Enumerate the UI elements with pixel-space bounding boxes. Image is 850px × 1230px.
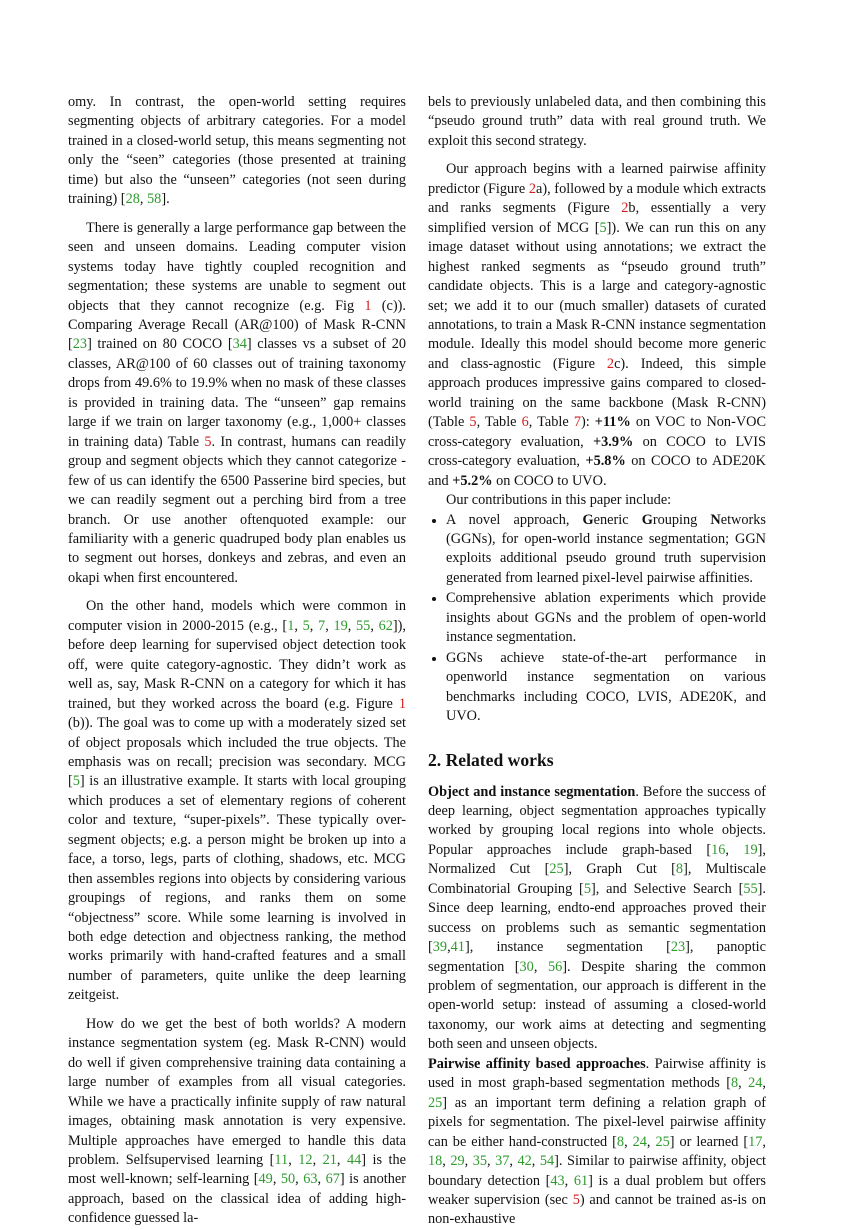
citation-link[interactable]: 55 (743, 880, 758, 897)
citation-link[interactable]: 34 (232, 336, 247, 353)
cross-reference-link[interactable]: 5 (469, 414, 477, 431)
citation-link[interactable]: 5 (599, 219, 607, 236)
bold-text: +5.8% (585, 453, 626, 470)
bold-text: +3.9% (593, 433, 634, 450)
citation-link[interactable]: 37 (495, 1153, 510, 1170)
right-paragraph-1: bels to previously unlabeled data, and then combining this “pseudo ground truth” data with real ground truth. We exploit this second strategy. (428, 94, 766, 149)
contribution-item-1: • A novel approach, Generic Grouping Networks (GGNs), for open-world instance segmentation; GGN exploits additional pseudo ground truth supervision generated from learned pixel-level pairwise affinities. (446, 511, 766, 589)
citation-link[interactable]: 42 (517, 1153, 532, 1170)
cross-reference-link[interactable]: 2 (621, 200, 629, 217)
bold-text: N (710, 511, 721, 528)
citation-link[interactable]: 28 (125, 191, 140, 208)
citation-link[interactable]: 30 (519, 958, 534, 975)
citation-link[interactable]: 5 (72, 773, 80, 790)
citation-link[interactable]: 8 (675, 861, 684, 878)
citation-link[interactable]: 50 (280, 1171, 296, 1188)
bold-text: +11% (594, 414, 631, 431)
contribution-item-2: • Comprehensive ablation experiments which provide insights about GGNs and the problem of open-world instance segmentation. (446, 589, 766, 647)
citation-link[interactable]: 16 (711, 841, 726, 858)
contribution-item-3: • GGNs achieve state-of-the-art performance in openworld instance segmentation on various benchmarks including COCO, LVIS, ADE20K, and UVO. (446, 649, 766, 727)
cross-reference-link[interactable]: 5 (572, 1192, 580, 1209)
citation-link[interactable]: 54 (539, 1153, 555, 1170)
bold-text: G (582, 511, 594, 528)
bold-text: Pairwise affinity based approaches (428, 1055, 646, 1072)
cross-reference-link[interactable]: 2 (606, 355, 615, 372)
citation-link[interactable]: 29 (450, 1153, 465, 1170)
citation-link[interactable]: 58 (147, 191, 162, 208)
citation-link[interactable]: 25 (549, 861, 564, 878)
right-column (428, 93, 766, 1230)
citation-link[interactable]: 43 (550, 1172, 565, 1189)
cross-reference-link[interactable]: 1 (398, 695, 406, 712)
left-paragraph-2: There is generally a large performance gap between the seen and unseen domains. Leading computer vision systems today have tightly coupled recognition and segmentation; these systems are unable to segment out objects that they cannot recognize (e.g. Fig 1 (c)). Comparing Average Recall (AR@100) of Mask R-CNN [23] trained on 80 COCO [34] classes vs a subset of 20 classes, AR@100 of 60 classes out of training taxonomy drops from 49.6% to 19.9% when no mask of these classes is provided in training data. The “unseen” gap remains large if we train on larger taxonomy (e.g., 1,000+ classes in training data) Table 5. In contrast, humans can readily group and segment objects which they cannot categorize - few of us can identify the 6500 Passerine bird species, but we can readily segment out a perching bird from a tree branch. Or use another oftenquoted example: our familiarity with a generic quadruped body plan enables us to segment out horses, donkeys and zebras, and even an okapi when first encountered. (68, 219, 406, 586)
cross-reference-link[interactable]: 5 (204, 433, 212, 450)
citation-link[interactable]: 41 (450, 939, 465, 956)
cross-reference-link[interactable]: 6 (521, 414, 529, 431)
section-heading-related-works: 2. Related works (428, 749, 554, 770)
citation-link[interactable]: 35 (472, 1153, 488, 1170)
citation-link[interactable]: 25 (428, 1094, 443, 1111)
related-paragraph-pairwise-affinity: Pairwise affinity based approaches. Pairwise affinity is used in most graph-based segmentation methods [8, 24, 25] as an important term defining a relation graph of pixels for segmentation. The pixel-level pairwise affinity can be either hand-constructed [8, 24, 25] or learned [17, 18, 29, 35, 37, 42, 54]. Similar to pairwise affinity, object boundary detection [43, 61] is a dual problem but offers weaker supervision (sec 5) and cannot be trained as-is on non-exhaustive (428, 1055, 767, 1228)
related-paragraph-object-segmentation: Object and instance segmentation. Before the success of deep learning, object segmentation approaches typically worked by grouping local regions into whole objects. Popular approaches include graph-based [16, 19], Normalized Cut [25], Graph Cut [8], Multiscale Combinatorial Grouping [5], and Selective Search [55]. Since deep learning, endto-end approaches proved their success on problems such as semantic segmentation [39,41], instance segmentation [23], panoptic segmentation [30, 56]. Despite sharing the common problem of segmentation, our approach is different in the open-world setup: instead of assuming a closed-world taxonomy, our work aims at detecting and segmenting both seen and unseen objects. (428, 783, 767, 1053)
citation-link[interactable]: 5 (302, 617, 310, 634)
bold-text: Object and instance segmentation (428, 783, 636, 800)
citation-link[interactable]: 7 (318, 617, 326, 634)
citation-link[interactable]: 56 (547, 958, 563, 975)
contributions-list (428, 511, 766, 727)
citation-link[interactable]: 8 (616, 1133, 625, 1150)
citation-link[interactable]: 63 (303, 1171, 318, 1188)
citation-link[interactable]: 8 (730, 1075, 739, 1092)
citation-link[interactable]: 1 (287, 617, 295, 634)
cross-reference-link[interactable]: 1 (364, 297, 372, 314)
citation-link[interactable]: 24 (748, 1075, 763, 1092)
citation-link[interactable]: 49 (258, 1171, 273, 1188)
citation-link[interactable]: 24 (632, 1133, 647, 1150)
cross-reference-link[interactable]: 7 (573, 414, 581, 431)
bold-text: G (641, 511, 653, 528)
citation-link[interactable]: 12 (298, 1152, 313, 1169)
citation-link[interactable]: 21 (322, 1152, 337, 1169)
citation-link[interactable]: 61 (573, 1172, 589, 1189)
citation-link[interactable]: 5 (583, 880, 591, 897)
citation-link[interactable]: 11 (274, 1152, 289, 1169)
citation-link[interactable]: 67 (325, 1171, 340, 1188)
left-column (68, 93, 406, 1229)
left-paragraph-1: omy. In contrast, the open-world setting requires segmenting objects of arbitrary categories. For a model trained in a closed-world setup, this means segmenting not only the “seen” categories (those presented at training time) but also the “unseen” categories (not seen during training) [28, 58]. (68, 94, 406, 208)
right-paragraph-3: Our contributions in this paper include: (446, 492, 672, 509)
right-paragraph-2: Our approach begins with a learned pairwise affinity predictor (Figure 2a), followed by a module which extracts and ranks segments (Figure 2b, essentially a very simplified version of MCG [5]). We can run this on any image dataset without using annotations; we extract the highest ranked segments as “pseudo ground truth” candidate objects. This is a large and category-agnostic set; we add it to our (much smaller) datasets of curated annotations, to train a Mask R-CNN instance segmentation module. Ideally this model should become more generic and class-agnostic (Figure 2c). Indeed, this simple approach produces impressive gains compared to closed-world training on the same backbone (Mask R-CNN) (Table 5, Table 6, Table 7): +11% on VOC to Non-VOC cross-category evaluation, +3.9% on COCO to LVIS cross-category evaluation, +5.8% on COCO to ADE20K and +5.2% on COCO to UVO. (428, 161, 767, 489)
bold-text: +5.2% (452, 472, 493, 489)
left-paragraph-4: How do we get the best of both worlds? A modern instance segmentation system (eg. Mask R-CNN) would do well if given comprehensive training data containing a large number of examples from all visual categories. While we have a practically infinite supply of raw natural images, obtaining mask annotation is very expensive. Multiple approaches have emerged to handle this data problem. Selfsupervised learning [11, 12, 21, 44] is the most well-known; self-learning [49, 50, 63, 67] is another approach, based on the classical idea of adding high-confidence guessed la- (68, 1015, 407, 1227)
citation-link[interactable]: 17 (748, 1133, 763, 1150)
citation-link[interactable]: 44 (346, 1152, 362, 1169)
citation-link[interactable]: 55 (356, 617, 371, 634)
left-paragraph-3: On the other hand, models which were common in computer vision in 2000-2015 (e.g., [1, 5, 7, 19, 55, 62]), before deep learning for supervised object detection took off, were quite category-agnostic. They didn’t work as well as, say, Mask R-CNN on a category for which it has trained, but they worked across the board (e.g. Figure 1 (b)). The goal was to come up with a moderately sized set of object proposals which included the true objects. The emphasis was on recall; precision was secondary. MCG [5] is an illustrative example. It starts with local grouping which produces a set of elementary regions of coherent color and texture, “super-pixels”. These typically over-segment objects; e.g. a person might be broken up into a face, a torso, legs, parts of clothing, shadows, etc. MCG then assembles regions into objects by considering various groupings of regions, and ranks them on some “objectness” score. While some learning is involved in both edge detection and objectness ranking, the method works primarily with hand-crafted features and a small number of parameters, quite unlike the deep learning zeitgeist. (68, 598, 406, 1004)
citation-link[interactable]: 19 (743, 841, 758, 858)
citation-link[interactable]: 39 (432, 939, 448, 956)
citation-link[interactable]: 25 (655, 1133, 670, 1150)
citation-link[interactable]: 23 (670, 939, 686, 956)
citation-link[interactable]: 23 (72, 336, 88, 353)
citation-link[interactable]: 62 (378, 617, 393, 634)
cross-reference-link[interactable]: 2 (528, 180, 537, 197)
citation-link[interactable]: 18 (428, 1153, 443, 1170)
citation-link[interactable]: 19 (333, 617, 348, 634)
